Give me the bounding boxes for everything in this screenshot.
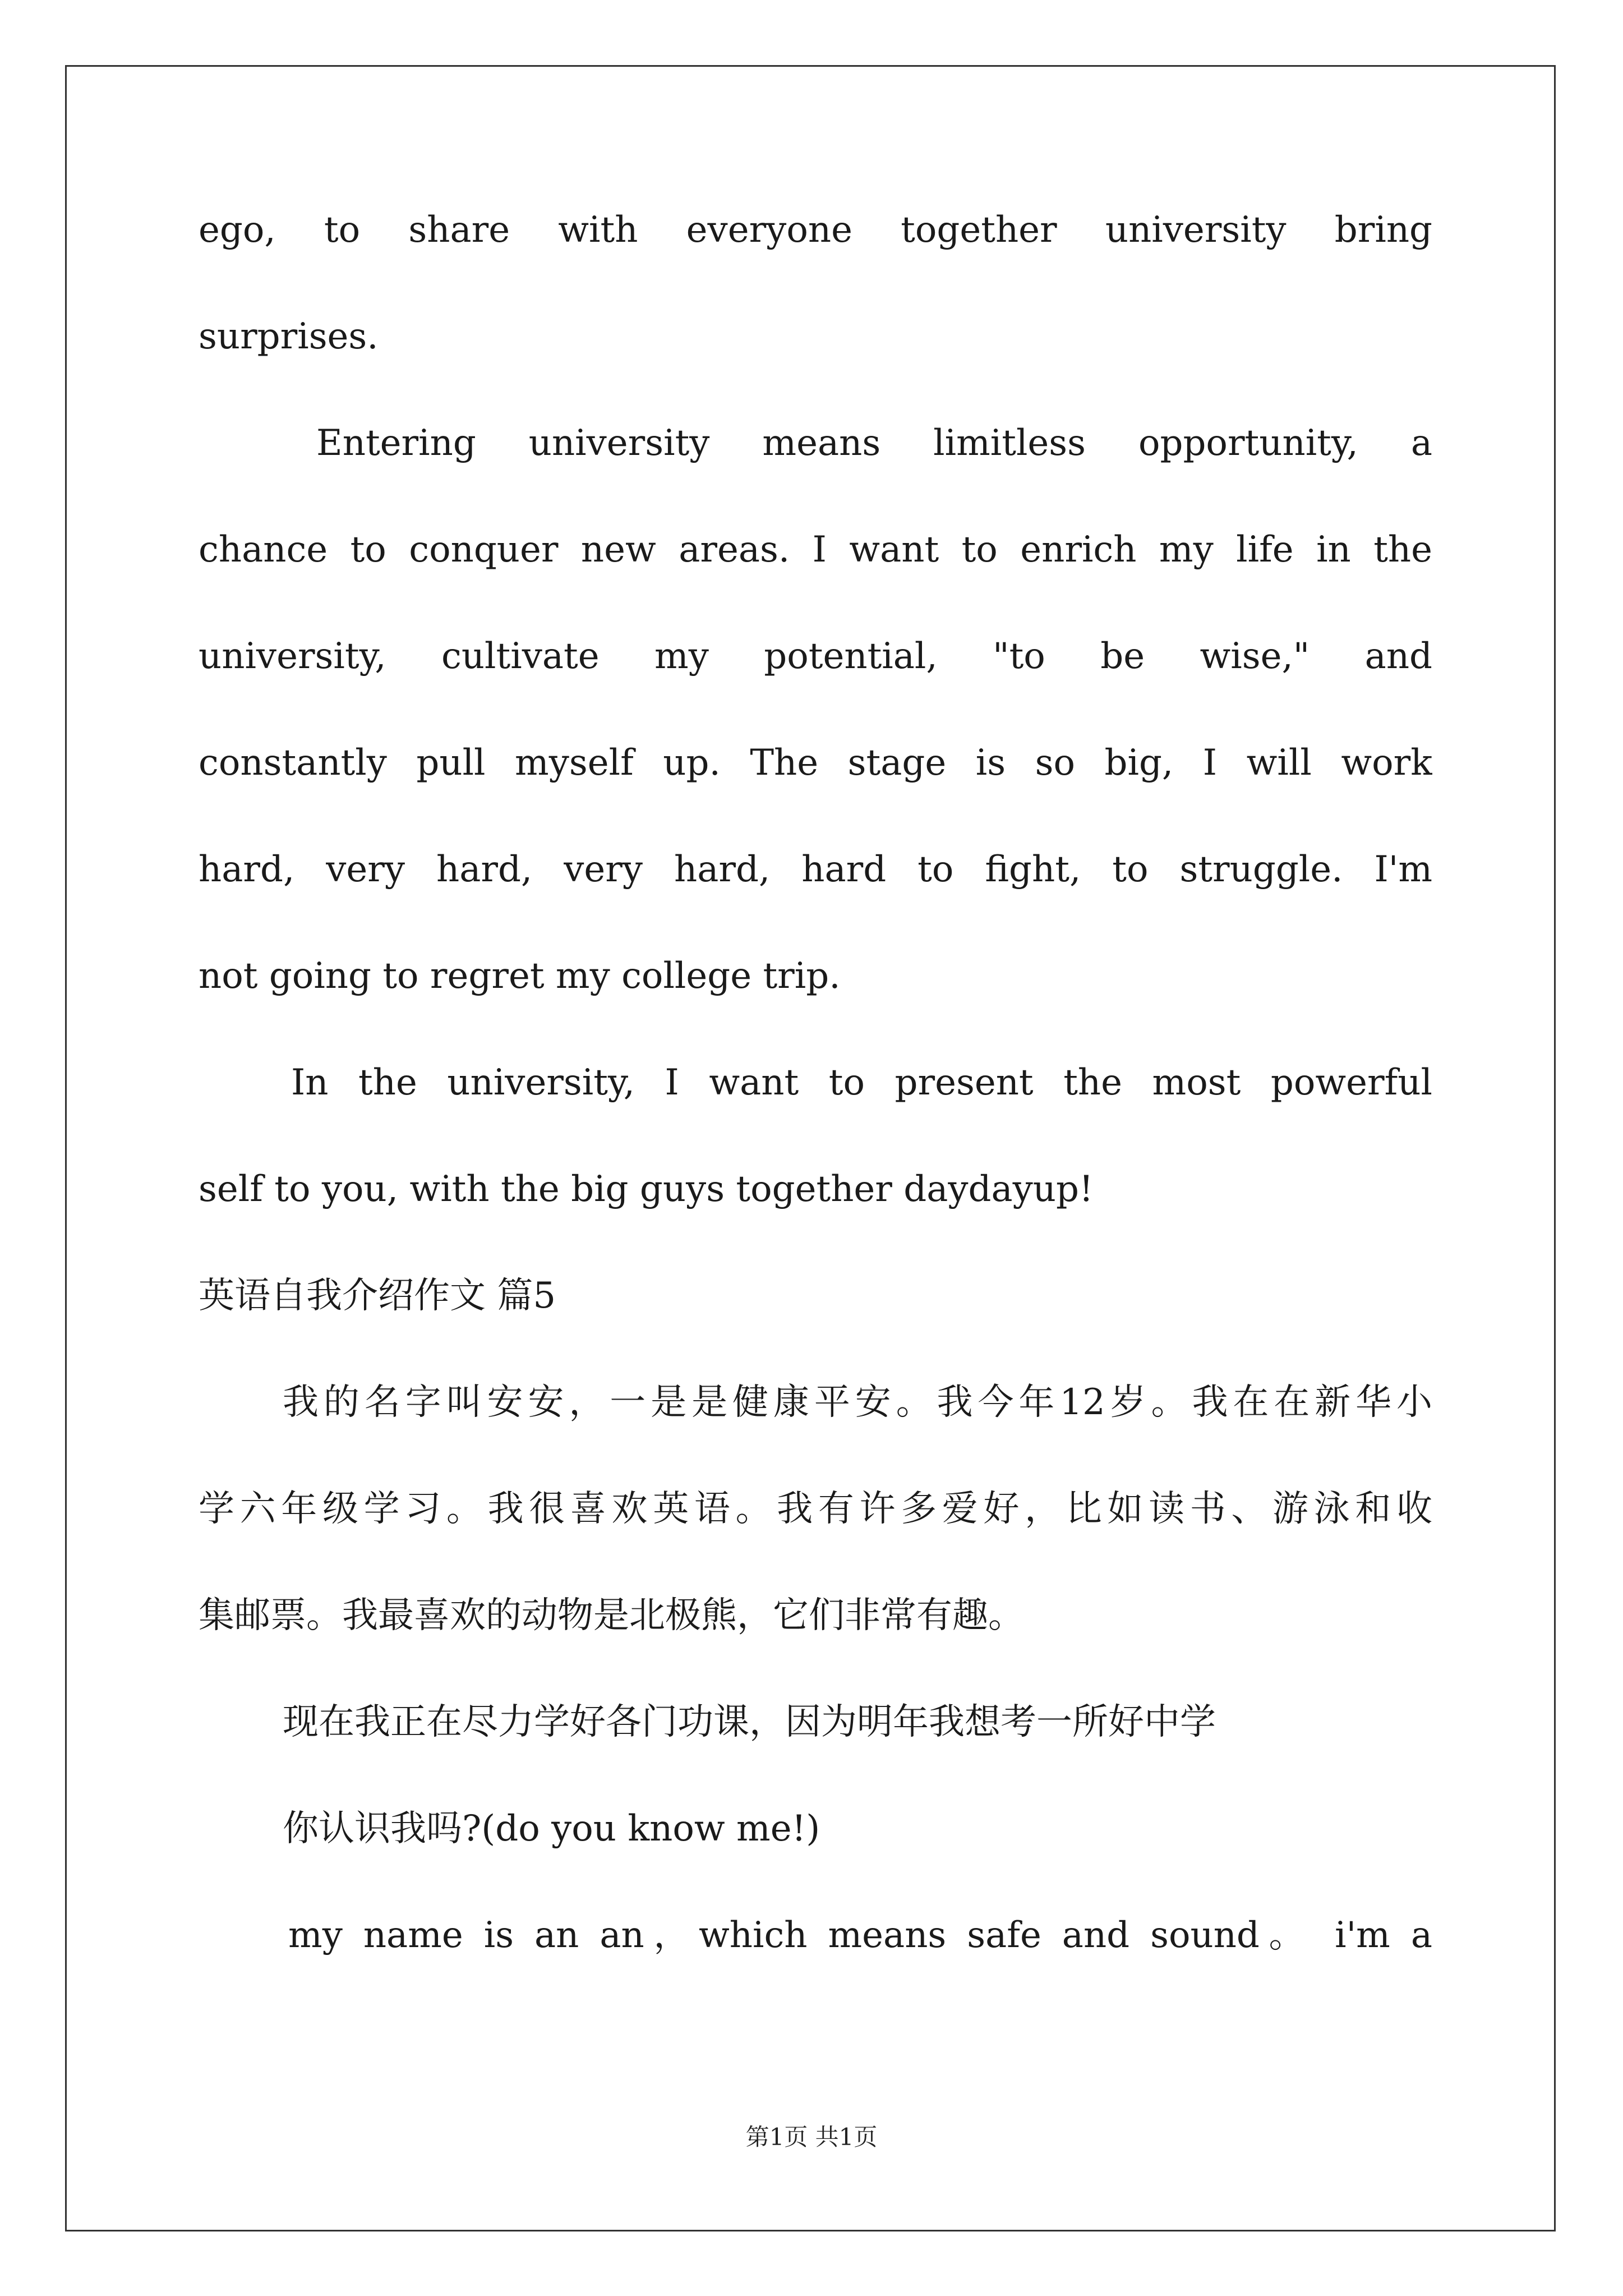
page-border: [65, 65, 1556, 2231]
text-line: constantly pull myself up. The stage is so big, I will work: [199, 742, 1432, 784]
text-line: 集邮票。我最喜欢的动物是北极熊，它们非常有趣。: [199, 1595, 1024, 1636]
text-line: 你认识我吗?(do you know me!): [283, 1808, 820, 1849]
text-line: In the university, I want to present the most powerful: [291, 1062, 1432, 1103]
text-line: 学六年级学习。我很喜欢英语。我有许多爱好，比如读书、游泳和收: [199, 1488, 1432, 1530]
section-heading: 英语自我介绍作文 篇5: [199, 1275, 556, 1317]
text-line: self to you, with the big guys together daydayup!: [199, 1168, 1094, 1210]
text-line: chance to conquer new areas. I want to enrich my life in the: [199, 529, 1432, 570]
text-line: university, cultivate my potential, "to be wise," and: [199, 636, 1432, 677]
text-line: not going to regret my college trip.: [199, 955, 841, 997]
page-number: 第1页 共1页: [745, 2123, 878, 2151]
text-line: surprises.: [199, 316, 379, 357]
text-line: 现在我正在尽力学好各门功课，因为明年我想考一所好中学: [283, 1701, 1216, 1743]
text-line: ego, to share with everyone together university bring: [199, 209, 1432, 251]
text-line: Entering university means limitless opportunity, a: [316, 422, 1432, 464]
text-line: 我的名字叫安安，一是是健康平安。我今年12岁。我在在新华小: [283, 1382, 1432, 1423]
text-line: my name is an an，which means safe and sound。 i'm a: [288, 1915, 1432, 1956]
text-line: hard, very hard, very hard, hard to fight, to struggle. I'm: [199, 849, 1432, 890]
